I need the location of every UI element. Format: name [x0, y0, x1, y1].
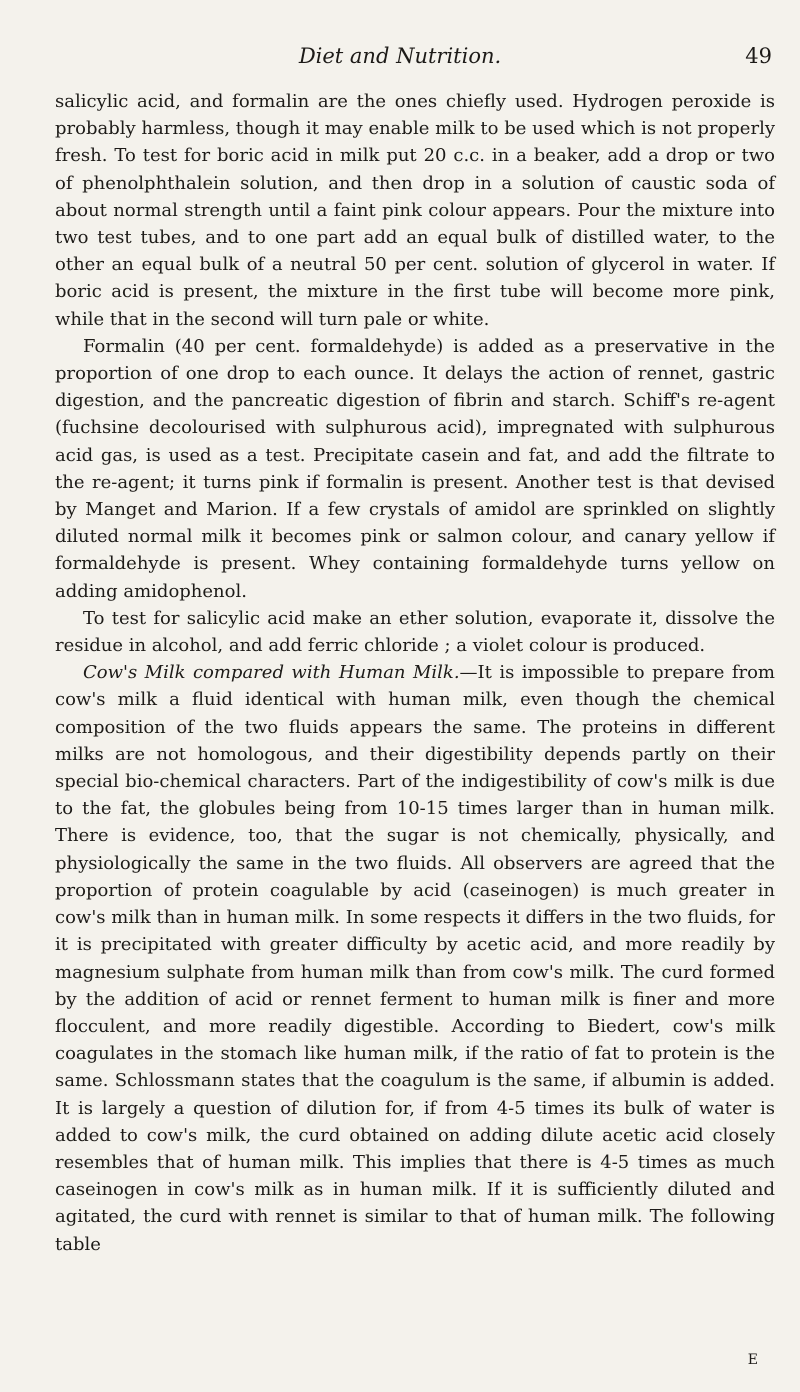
paragraph — [55, 333, 775, 605]
signature-mark: E — [747, 1352, 758, 1368]
paragraph-text: Formalin (40 per cent. formaldehyde) is added as a preservative in the proportion of one drop to each ounce. It delays the action of rennet, gastric digestion, and the pancreatic digestion of fibrin and starch. Schiff's re-agent (fuchsine decolourised with sulphurous acid), impregnated with sulphurous acid gas, is used as a test. Precipitate casein and fat, and add the filtrate to the re-agent; it turns pink if formalin is present. Another test is that devised by Manget and Marion. If a few crystals of amidol are sprinkled on slightly diluted normal milk it becomes pink or salmon colour, and canary yellow if formaldehyde is present. Whey containing formaldehyde turns yellow on adding amidophenol. — [55, 335, 775, 602]
page-number: 49 — [745, 44, 772, 68]
paragraph-text: —It is impossible to prepare from cow's milk a fluid identical with human milk, even though the chemical composition of the two fluids appears the same. The proteins in different milks are not homologous, and their digestibility depends partly on their special bio-chemical characters. Part of the indigestibility of cow's milk is due to the fat, the globules being from 10-15 times larger than in human milk. There is evidence, too, that the sugar is not chemically, physically, and physiologically the same in the two fluids. All observers are agreed that the proportion of protein coagulable by acid (caseinogen) is much greater in cow's milk than in human milk. In some respects it differs in the two fluids, for it is precipitated with greater difficulty by acetic acid, and more readily by magnesium sulphate from human milk than from cow's milk. The curd formed by the addition of acid or rennet ferment to human milk is finer and more flocculent, and more readily digestible. According to Biedert, cow's milk coagulates in the stomach like human milk, if the ratio of fat to protein is the same. Schlossmann states that the coagulum is the same, if albumin is added. It is largely a question of dilution for, if from 4-5 times its bulk of water is added to cow's milk, the curd obtained on adding dilute acetic acid closely resembles that of human milk. This implies that there is 4-5 times as much caseinogen in cow's milk as in human milk. If it is sufficiently diluted and agitated, the curd with rennet is similar to that of human milk. The following table — [55, 662, 775, 1255]
page-header — [0, 44, 800, 84]
body-text — [55, 88, 775, 1258]
paragraph-text: To test for salicylic acid make an ether solution, evaporate it, dissolve the residue in alcohol, and add ferric chloride ; a violet colour is produced. — [55, 607, 775, 657]
section-heading: Cow's Milk compared with Human Milk. — [83, 662, 460, 684]
paragraph-text: salicylic acid, and formalin are the ones chiefly used. Hydrogen peroxide is probably harmless, though it may enable milk to be used which is not properly fresh. To test for boric acid in milk put 20 c.c. in a beaker, add a drop or two of phenolphthalein solution, and then drop in a solution of caustic soda of about normal strength until a faint pink colour appears. Pour the mixture into two test tubes, and to one part add an equal bulk of distilled water, to the other an equal bulk of a neutral 50 per cent. solution of glycerol in water. If boric acid is present, the mixture in the first tube will become more pink, while that in the second will turn pale or white. — [55, 91, 775, 330]
paragraph — [55, 88, 775, 333]
paragraph — [55, 659, 775, 1257]
running-title: Diet and Nutrition. — [298, 44, 502, 68]
paragraph — [55, 605, 775, 659]
